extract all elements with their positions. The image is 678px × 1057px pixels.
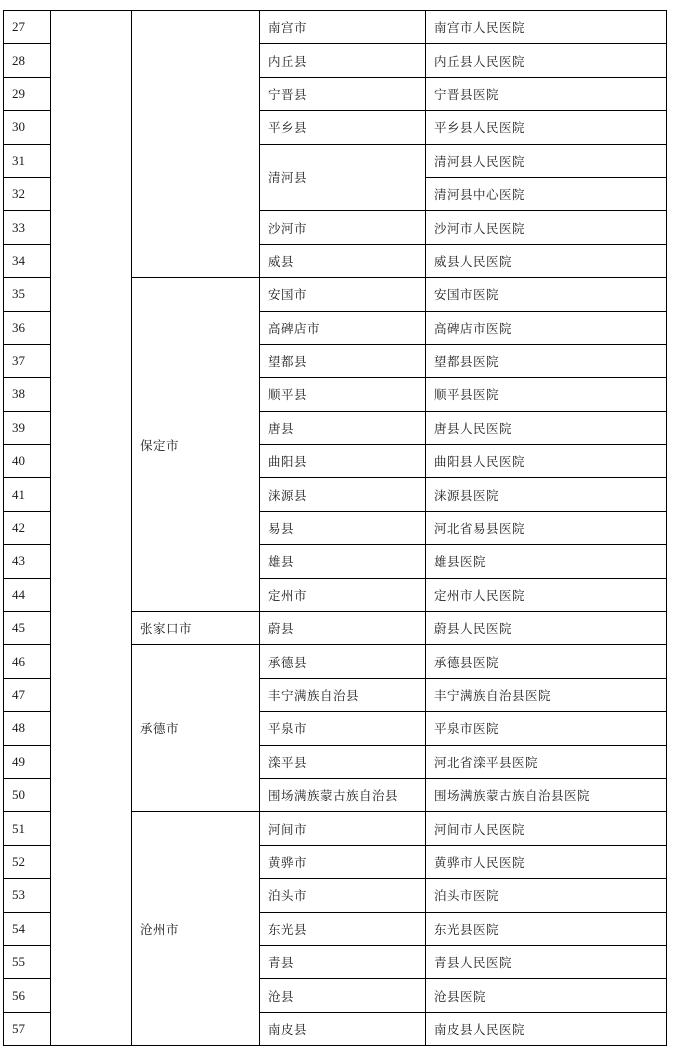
row-number: 36 — [4, 311, 51, 344]
row-number: 43 — [4, 545, 51, 578]
row-number: 46 — [4, 645, 51, 678]
row-number: 40 — [4, 445, 51, 478]
hospital-cell: 河北省滦平县医院 — [426, 745, 667, 778]
county-cell: 围场满族蒙古族自治县 — [260, 778, 426, 811]
hospital-cell: 望都县医院 — [426, 344, 667, 377]
county-cell: 平乡县 — [260, 111, 426, 144]
hospital-table — [3, 10, 667, 1046]
hospital-cell: 高碑店市医院 — [426, 311, 667, 344]
county-cell: 顺平县 — [260, 378, 426, 411]
row-number: 47 — [4, 678, 51, 711]
row-number: 28 — [4, 44, 51, 77]
hospital-cell: 顺平县医院 — [426, 378, 667, 411]
hospital-cell: 河间市人民医院 — [426, 812, 667, 845]
row-number: 57 — [4, 1012, 51, 1045]
county-cell: 平泉市 — [260, 712, 426, 745]
county-cell: 黄骅市 — [260, 845, 426, 878]
row-number: 42 — [4, 511, 51, 544]
county-cell: 南宫市 — [260, 11, 426, 44]
hospital-cell: 内丘县人民医院 — [426, 44, 667, 77]
county-cell: 河间市 — [260, 812, 426, 845]
row-number: 56 — [4, 979, 51, 1012]
row-number: 37 — [4, 344, 51, 377]
hospital-cell: 沧县医院 — [426, 979, 667, 1012]
row-number: 38 — [4, 378, 51, 411]
row-number: 55 — [4, 945, 51, 978]
hospital-cell: 泊头市医院 — [426, 879, 667, 912]
hospital-cell: 威县人民医院 — [426, 244, 667, 277]
hospital-cell: 安国市医院 — [426, 278, 667, 311]
county-cell: 曲阳县 — [260, 445, 426, 478]
hospital-cell: 唐县人民医院 — [426, 411, 667, 444]
county-cell: 滦平县 — [260, 745, 426, 778]
hospital-cell: 蔚县人民医院 — [426, 612, 667, 645]
row-number: 41 — [4, 478, 51, 511]
row-number: 54 — [4, 912, 51, 945]
row-number: 39 — [4, 411, 51, 444]
row-number: 27 — [4, 11, 51, 44]
county-cell: 唐县 — [260, 411, 426, 444]
row-number: 45 — [4, 612, 51, 645]
city-cell: 沧州市 — [132, 812, 260, 1046]
row-number: 33 — [4, 211, 51, 244]
county-cell: 安国市 — [260, 278, 426, 311]
county-cell: 易县 — [260, 511, 426, 544]
hospital-cell: 清河县中心医院 — [426, 177, 667, 210]
county-cell: 涞源县 — [260, 478, 426, 511]
hospital-cell: 青县人民医院 — [426, 945, 667, 978]
table-row — [4, 11, 667, 44]
hospital-cell: 南宫市人民医院 — [426, 11, 667, 44]
hospital-cell: 河北省易县医院 — [426, 511, 667, 544]
row-number: 30 — [4, 111, 51, 144]
city-cell — [132, 11, 260, 278]
row-number: 49 — [4, 745, 51, 778]
county-cell: 宁晋县 — [260, 77, 426, 110]
county-cell: 内丘县 — [260, 44, 426, 77]
county-cell: 南皮县 — [260, 1012, 426, 1045]
hospital-cell: 黄骅市人民医院 — [426, 845, 667, 878]
hospital-cell: 南皮县人民医院 — [426, 1012, 667, 1045]
row-number: 44 — [4, 578, 51, 611]
hospital-cell: 宁晋县医院 — [426, 77, 667, 110]
county-cell: 丰宁满族自治县 — [260, 678, 426, 711]
county-cell: 威县 — [260, 244, 426, 277]
county-cell: 清河县 — [260, 144, 426, 211]
hospital-cell: 承德县医院 — [426, 645, 667, 678]
county-cell: 高碑店市 — [260, 311, 426, 344]
row-number: 52 — [4, 845, 51, 878]
hospital-cell: 平乡县人民医院 — [426, 111, 667, 144]
province-cell — [51, 11, 132, 1046]
row-number: 51 — [4, 812, 51, 845]
city-cell: 张家口市 — [132, 612, 260, 645]
county-cell: 雄县 — [260, 545, 426, 578]
city-cell: 保定市 — [132, 278, 260, 612]
county-cell: 东光县 — [260, 912, 426, 945]
row-number: 32 — [4, 177, 51, 210]
county-cell: 定州市 — [260, 578, 426, 611]
row-number: 29 — [4, 77, 51, 110]
hospital-cell: 围场满族蒙古族自治县医院 — [426, 778, 667, 811]
county-cell: 望都县 — [260, 344, 426, 377]
row-number: 48 — [4, 712, 51, 745]
row-number: 53 — [4, 879, 51, 912]
county-cell: 青县 — [260, 945, 426, 978]
county-cell: 蔚县 — [260, 612, 426, 645]
hospital-cell: 丰宁满族自治县医院 — [426, 678, 667, 711]
row-number: 34 — [4, 244, 51, 277]
county-cell: 沧县 — [260, 979, 426, 1012]
hospital-cell: 清河县人民医院 — [426, 144, 667, 177]
hospital-cell: 涞源县医院 — [426, 478, 667, 511]
city-cell: 承德市 — [132, 645, 260, 812]
county-cell: 承德县 — [260, 645, 426, 678]
hospital-cell: 平泉市医院 — [426, 712, 667, 745]
county-cell: 沙河市 — [260, 211, 426, 244]
hospital-cell: 雄县医院 — [426, 545, 667, 578]
row-number: 35 — [4, 278, 51, 311]
row-number: 31 — [4, 144, 51, 177]
row-number: 50 — [4, 778, 51, 811]
hospital-cell: 沙河市人民医院 — [426, 211, 667, 244]
hospital-cell: 曲阳县人民医院 — [426, 445, 667, 478]
hospital-cell: 东光县医院 — [426, 912, 667, 945]
hospital-cell: 定州市人民医院 — [426, 578, 667, 611]
county-cell: 泊头市 — [260, 879, 426, 912]
